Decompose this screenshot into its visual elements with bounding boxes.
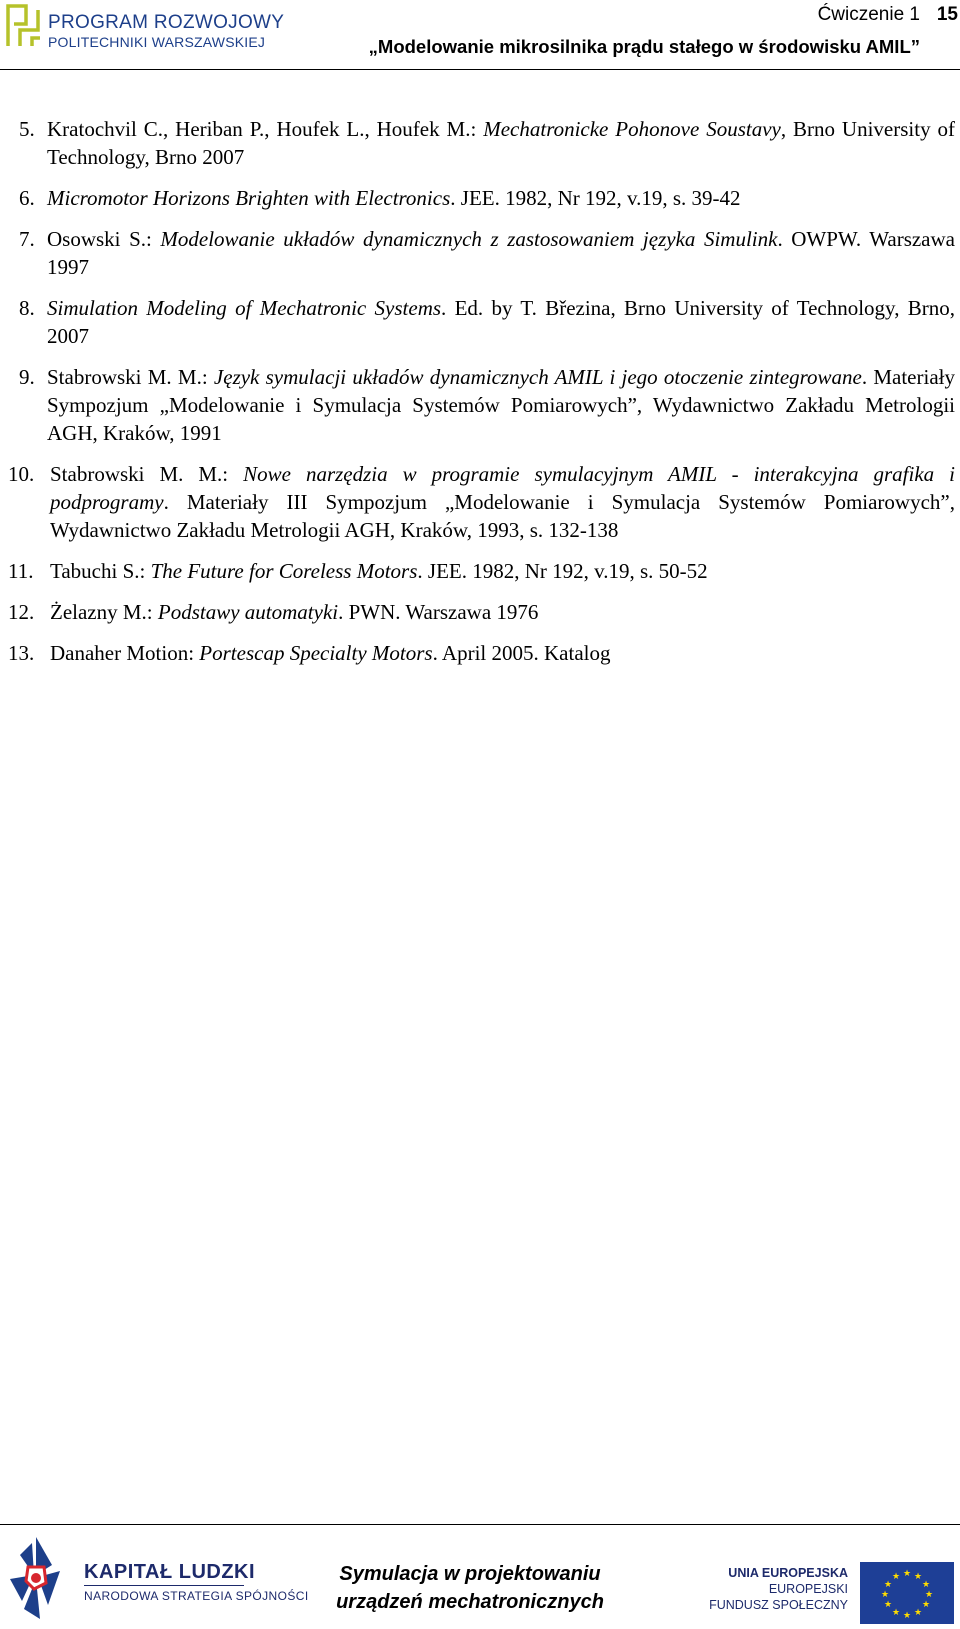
reference-number: 10. [8,462,35,486]
reference-authors: Stabrowski M. M.: [50,462,244,486]
eu-flag-icon [860,1562,954,1624]
eu-text-line3: FUNDUSZ SPOŁECZNY [709,1598,848,1612]
svg-text:★: ★ [913,1572,923,1582]
reference-title: Język symulacji układów dynamicznych AMIL i jego otoczenie zintegrowane [213,365,862,389]
eu-logo-text [709,1565,848,1613]
svg-text:★: ★ [883,1600,893,1610]
reference-authors: Kratochvil C., Heriban P., Houfek L., Houfek M.: [47,117,484,141]
reference-number: 5. [19,117,35,141]
reference-item [0,115,955,171]
eu-text-line1: UNIA EUROPEJSKA [728,1566,848,1580]
reference-title: Simulation Modeling of Mechatronic Systems [47,296,442,320]
reference-item [0,639,955,667]
reference-item [0,225,955,281]
reference-details: , Brno University of Technology, Brno 2007 [47,117,956,169]
reference-item [0,598,955,626]
reference-details: . JEE. 1982, Nr 192, v.19, s. 39-42 [450,186,741,210]
reference-number: 12. [8,600,35,624]
kapital-ludzki-divider [84,1585,244,1586]
reference-item [0,460,955,544]
exercise-label: Ćwiczenie 1 [817,4,920,25]
reference-number: 9. [19,365,35,389]
eu-text-line2: EUROPEJSKI [768,1582,848,1596]
svg-text:★: ★ [902,1569,912,1579]
footer-course-title [300,1560,640,1616]
reference-title: Micromotor Horizons Brighten with Electronics [47,186,451,210]
page-number: 15 [936,4,958,25]
svg-text:★: ★ [924,1590,934,1600]
svg-text:★: ★ [921,1600,931,1610]
footer-course-line1: Symulacja w projektowaniu [339,1563,601,1585]
logo-text-line1: PROGRAM ROZWOJOWY [48,12,285,33]
footer-divider [0,1524,960,1525]
reference-details: . Materiały Sympozjum „Modelowanie i Symulacja Systemów Pomiarowych”, Wydawnictwo Zakładu Metrologii AGH, Kraków, 1991 [47,365,955,445]
svg-text:★: ★ [880,1590,890,1600]
reference-number: 7. [19,227,35,251]
reference-details: . Ed. by T. Březina, Brno University of Technology, Brno, 2007 [47,296,955,348]
reference-title: Mechatronicke Pohonove Soustavy [483,117,781,141]
kapital-ludzki-star-icon [6,1535,66,1621]
page-header [0,0,960,72]
pw-logo-icon [6,2,42,48]
reference-number: 13. [8,641,35,665]
reference-authors: Żelazny M.: [50,600,158,624]
reference-authors: Osowski S.: [47,227,161,251]
kapital-ludzki-title: KAPITAŁ LUDZKI [84,1561,256,1583]
svg-text:★: ★ [891,1572,901,1582]
program-rozwojowy-logo [6,2,285,50]
reference-item [0,184,955,212]
reference-authors: Tabuchi S.: [50,559,151,583]
footer-course-line2: urządzeń mechatronicznych [336,1591,604,1613]
reference-title: Nowe narzędzia w programie symulacyjnym AMIL - interakcyjna grafika i podprogramy [50,462,955,514]
svg-text:★: ★ [921,1580,931,1590]
reference-title: Modelowanie układów dynamicznych z zastosowaniem języka Simulink [160,227,778,251]
svg-text:★: ★ [902,1611,912,1621]
reference-authors: Stabrowski M. M.: [47,365,214,389]
svg-text:★: ★ [891,1608,901,1618]
reference-item [0,557,955,585]
reference-details: . PWN. Warszawa 1976 [338,600,539,624]
reference-details: . JEE. 1982, Nr 192, v.19, s. 50-52 [417,559,708,583]
svg-text:★: ★ [883,1580,893,1590]
reference-number: 8. [19,296,35,320]
document-title: „Modelowanie mikrosilnika prądu stałego w środowisku AMIL” [368,36,920,57]
reference-details: . April 2005. Katalog [432,641,611,665]
reference-title: Podstawy automatyki [157,600,339,624]
reference-details: . OWPW. Warszawa 1997 [47,227,955,279]
kapital-ludzki-subtitle: NARODOWA STRATEGIA SPÓJNOŚCI [84,1589,309,1603]
reference-title: The Future for Coreless Motors [150,559,418,583]
reference-number: 6. [19,186,35,210]
reference-item [0,294,955,350]
kapital-ludzki-logo [6,1535,309,1623]
reference-item [0,363,955,447]
header-divider [0,69,960,70]
reference-title: Portescap Specialty Motors [199,641,433,665]
svg-text:★: ★ [913,1608,923,1618]
reference-list [0,115,955,680]
reference-number: 11. [8,559,34,583]
reference-details: . Materiały III Sympozjum „Modelowanie i Symulacja Systemów Pomiarowych”, Wydawnictwo Zakładu Metrologii AGH, Kraków, 1993, s. 132-138 [50,490,955,542]
logo-text-line2: POLITECHNIKI WARSZAWSKIEJ [48,34,266,50]
reference-authors: Danaher Motion: [50,641,200,665]
